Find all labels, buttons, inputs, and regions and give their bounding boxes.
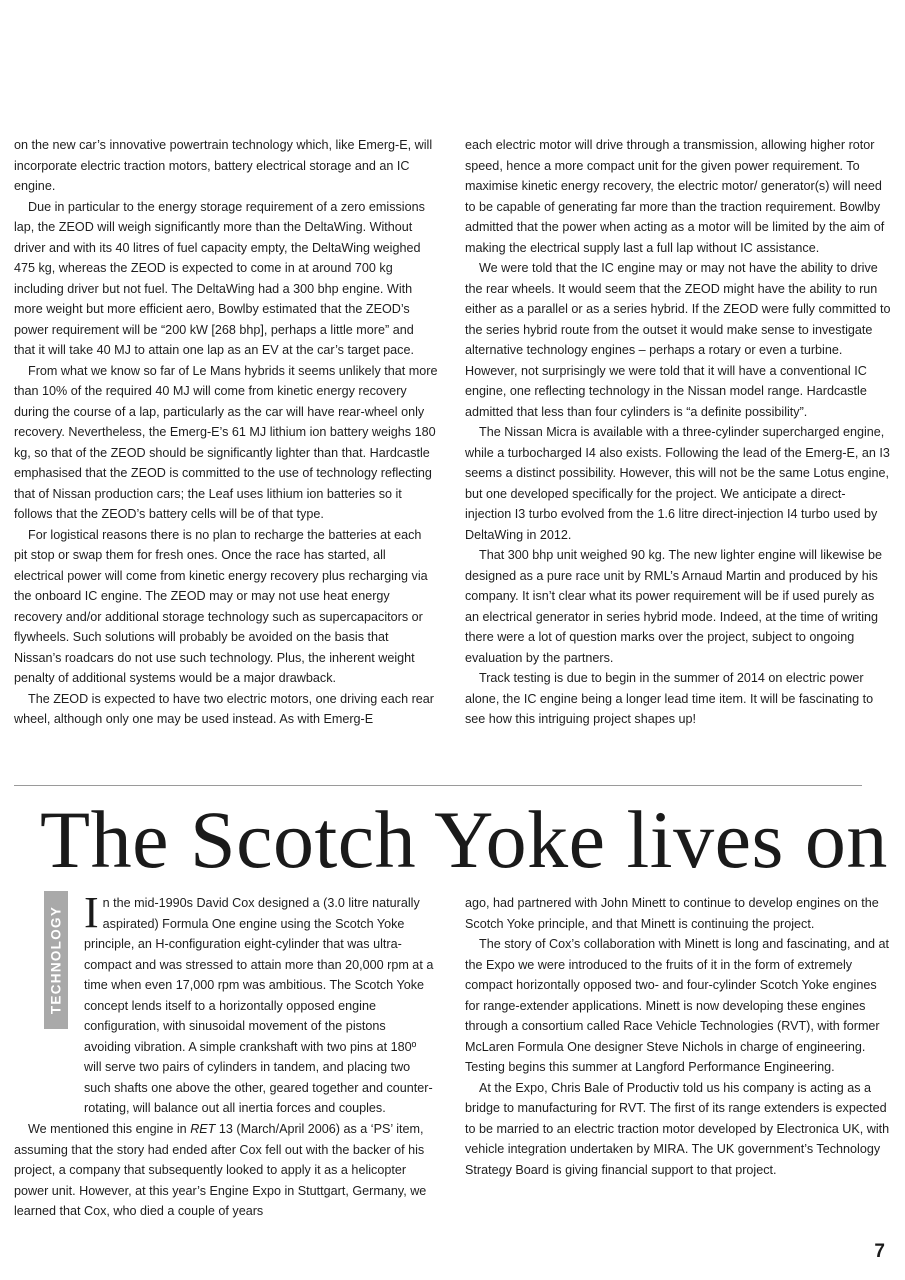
paragraph: ago, had partnered with John Minett to continue to develop engines on the Scotch Yoke principle, and that Minett is continuing the project.	[465, 896, 879, 931]
paragraph: From what we know so far of Le Mans hybrids it seems unlikely that more than 10% of the required 40 MJ will come from kinetic energy recovery during the course of a lap, particularly as the car will have rear-wheel only recovery. Nevertheless, the Emerg-E’s 61 MJ lithium ion battery weighs 180 kg, so that of the ZEOD should be significantly lighter than that. Hardcastle emphasised that the ZEOD is committed to the use of technology reflecting that of Nissan production cars; the Leaf uses lithium ion batteries so it follows that the ZEOD’s battery cells will be of that type.	[14, 363, 438, 521]
intro-paragraph	[84, 888, 434, 1119]
paragraph: For logistical reasons there is no plan to recharge the batteries at each pit stop or swap them for fresh ones. Once the race has started, all electrical power will come from kinetic energy recovery plus recharging via the onboard IC engine. The ZEOD may or may not use heat energy recovery and/or additional storage technology such as supercapacitors or flywheels. Such solutions will probably be avoided on the basis that Nissan’s roadcars do not use such technology. Plus, the inherent weight penalty of additional systems would be a major drawback.	[14, 527, 428, 685]
article-headline: The Scotch Yoke lives on	[40, 794, 888, 885]
top-right-column	[465, 135, 891, 730]
page-number: 7	[874, 1241, 885, 1262]
paragraph: Track testing is due to begin in the summer of 2014 on electric power alone, the IC engine being a longer lead time item. It will be fascinating to see how this intriguing project shapes up!	[465, 671, 874, 726]
bottom-left-column	[14, 1119, 434, 1222]
paragraph: We were told that the IC engine may or may not have the ability to drive the rear wheels. It would seem that the ZEOD might have the ability to run either as a parallel or as a series hybrid. If the ZEOD were fully committed to the series hybrid route from the outset it would make sense to investigate alternative technology engines – perhaps a rotary or even a turbine. However, not surprisingly we were told that it will have a conventional IC engine, one reflecting technology in the Nissan model range. Hardcastle admitted that less than four cylinders is “a definite possibility”.	[465, 261, 891, 419]
paragraph: The story of Cox’s collaboration with Minett is long and fascinating, and at the Expo we were introduced to the fruits of it in the form of extremely compact horizontally opposed two- and four-cylinder Scotch Yoke engines for range-extender applications. Minett is now developing these engines through a consortium called Race Vehicle Technologies (RVT), with former McLaren Formula One designer Steve Nichols in charge of engineering. Testing begins this summer at Langford Performance Engineering.	[465, 937, 889, 1074]
paragraph: The ZEOD is expected to have two electric motors, one driving each rear wheel, although only one may be used instead. As with Emerg-E	[14, 691, 434, 726]
paragraph: on the new car’s innovative powertrain technology which, like Emerg-E, will incorporate electric traction motors, battery electrical storage and an IC engine.	[14, 138, 433, 193]
paragraph: Due in particular to the energy storage requirement of a zero emissions lap, the ZEOD will weigh significantly more than the DeltaWing. Without driver and with its 40 litres of fuel capacity empty, the DeltaWing weighed 475 kg, whereas the ZEOD is expected to come in at around 700 kg including driver but not fuel. The DeltaWing had a 300 bhp engine. With more weight but more efficient aero, Bowlby estimated that the ZEOD’s power requirement will be “200 kW [268 bhp], perhaps a little more” and that it will take 40 MJ to attain one lap as an EV at the car’s target pace.	[14, 199, 425, 357]
intro-text: n the mid-1990s David Cox designed a (3.0 litre naturally aspirated) Formula One engine using the Scotch Yoke principle, an H-configuration eight-cylinder that was ultra-compact and was stressed to attain more than 20,000 rpm at a time when even 17,000 rpm was ambitious. The Scotch Yoke concept lends itself to a horizontally opposed engine configuration, with sinusoidal movement of the pistons avoiding vibration. A simple crankshaft with two pins at 180º will serve two pairs of cylinders in tandem, and placing two such shafts one above the other, geared together and counter-rotating, will balance out all inertia forces and couples.	[84, 896, 434, 1115]
paragraph: We mentioned this engine in RET 13 (March/April 2006) as a ‘PS’ item, assuming that the story had ended after Cox fell out with the backer of his project, a company that subsequently looked to apply it as a helicopter power unit. However, at this year’s Engine Expo in Stuttgart, Germany, we learned that Cox, who died a couple of years	[14, 1122, 427, 1218]
section-divider	[14, 785, 862, 786]
paragraph: At the Expo, Chris Bale of Productiv told us his company is acting as a bridge to manufacturing for RVT. The first of its range extenders is expected to be married to an electric traction motor developed by Electronica UK, with vehicle integration undertaken by MIRA. The UK government’s Technology Strategy Board is giving financial support to that project.	[465, 1080, 890, 1177]
paragraph: each electric motor will drive through a transmission, allowing higher rotor speed, hence a more compact unit for the given power requirement. To maximise kinetic energy recovery, the electric motor/ generator(s) will need to be capable of generating far more than the traction requirement. Bowlby admitted that the power when acting as a motor will be limited by the aim of making the electrical supply last a full lap without IC assistance.	[465, 138, 885, 255]
section-tag-label: TECHNOLOGY	[48, 905, 64, 1015]
section-tag	[44, 891, 68, 1029]
top-left-column	[14, 135, 438, 730]
paragraph: The Nissan Micra is available with a three-cylinder supercharged engine, while a turbocharged I4 also exists. Following the lead of the Emerg-E, an I3 seems a distinct possibility. However, this will not be the same Lotus engine, but one developed specifically for the project. We anticipate a direct-injection I3 turbo evolved from the 1.6 litre direct-injection I4 turbo used by DeltaWing in 2012.	[465, 425, 890, 542]
bottom-right-column	[465, 893, 891, 1180]
magazine-title: RET	[190, 1122, 216, 1136]
paragraph: That 300 bhp unit weighed 90 kg. The new lighter engine will likewise be designed as a pure race unit by RML’s Arnaud Martin and produced by his company. It isn’t clear what its power requirement will be if used purely as an electrical generator in series hybrid mode. Indeed, at the time of writing there were a lot of question marks over the project, subject to ongoing evaluation by the partners.	[465, 548, 883, 665]
article-intro	[84, 888, 434, 1119]
drop-cap: I	[84, 888, 99, 937]
